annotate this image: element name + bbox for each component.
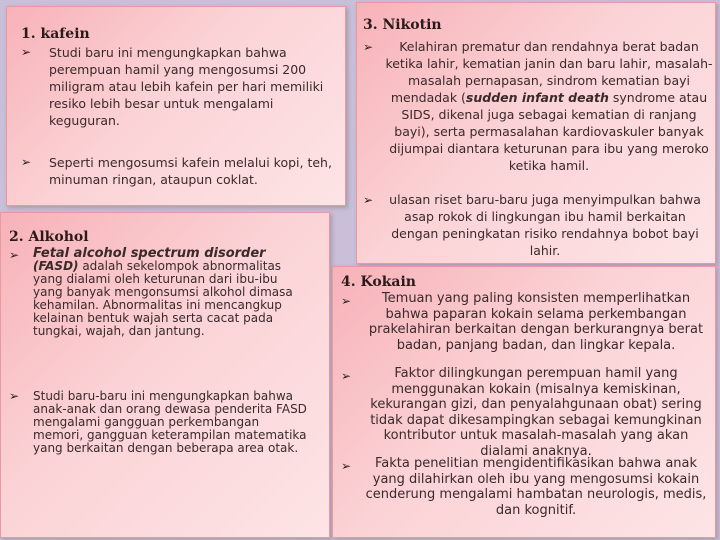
kafein-title: 1. kafein — [21, 26, 90, 42]
kokain-bullet-3: Fakta penelitian mengidentifikasikan bahwa anak yang dilahirkan oleh ibu yang mengosumsi kokain cenderung mengalami hambatan neurologis, medis, dan kognitif. — [365, 456, 707, 518]
kafein-box — [6, 6, 346, 206]
bullet-arrow-icon: ➢ — [9, 389, 20, 403]
bullet-arrow-icon: ➢ — [363, 193, 374, 207]
nikotin-bullet-2: ulasan riset baru-baru juga menyimpulkan bahwa asap rokok di lingkungan ibu hamil berkaitan dengan peningkatan risiko rendahnya bobot bayi lahir. — [389, 192, 701, 258]
bullet-arrow-icon: ➢ — [363, 40, 374, 54]
fasd-abbrev: (FASD) — [33, 259, 79, 273]
fasd-heading: Fetal alcohol spectrum disorder — [33, 246, 266, 261]
kafein-bullet-2: Seperti mengosumsi kafein melalui kopi, teh, minuman ringan, ataupun coklat. — [49, 155, 332, 187]
bullet-arrow-icon: ➢ — [341, 294, 352, 308]
sudden-infant-death: sudden infant death — [465, 90, 609, 105]
bullet-arrow-icon: ➢ — [341, 369, 352, 383]
kokain-box — [332, 266, 716, 538]
nikotin-bullet-1-part2: syndrome atau SIDS, dikenal juga sebagai kematian di ranjang bayi), serta permasalahan kardiovaskuler banyak dijumpai diantara keturunan para ibu yang meroko ketika hamil. — [389, 90, 709, 173]
nikotin-title: 3. Nikotin — [363, 17, 442, 33]
alkohol-title: 2. Alkohol — [9, 229, 89, 245]
nikotin-bullet-1 — [385, 38, 713, 174]
alkohol-bullet-1 — [33, 247, 301, 338]
bullet-arrow-icon: ➢ — [341, 459, 352, 473]
kokain-bullet-1: Temuan yang paling konsisten memperlihatkan bahwa paparan kokain selama perkembangan prakelahiran berkaitan dengan berkurangnya berat badan, panjang badan, dan lingkar kepala. — [368, 291, 704, 353]
alkohol-box — [0, 212, 330, 538]
bullet-arrow-icon: ➢ — [21, 45, 32, 59]
bullet-arrow-icon: ➢ — [21, 155, 32, 169]
fasd-description: adalah sekelompok abnormalitas yang dialami oleh keturunan dari ibu-ibu yang banyak mengonsumsi alkohol dimasa kehamilan. Abnormalitas ini mencangkup kelainan bentuk wajah serta cacat pada tungkai, wajah, dan jantung. — [33, 259, 293, 338]
bullet-arrow-icon: ➢ — [9, 248, 20, 262]
kokain-title: 4. Kokain — [341, 274, 416, 290]
nikotin-box — [356, 2, 716, 264]
alkohol-bullet-2: Studi baru-baru ini mengungkapkan bahwa anak-anak dan orang dewasa penderita FASD mengalami gangguan perkembangan memori, gangguan keterampilan matematika yang berkaitan dengan beberapa area otak. — [33, 389, 307, 455]
nikotin-bullet-1-part1: Kelahiran prematur dan rendahnya berat badan ketika lahir, kematian janin dan baru lahir, masalah-masalah pernapasan, sindrom kematian bayi mendadak ( — [385, 39, 713, 105]
kokain-bullet-2: Faktor dilingkungan perempuan hamil yang menggunakan kokain (misalnya kemiskinan, kekurangan gizi, dan penyalahgunaan obat) sering tidak dapat dikesampingkan sebagai kemungkinan kontributor untuk masalah-masalah yang akan dialami anaknya. — [370, 366, 702, 459]
kafein-bullet-1: Studi baru ini mengungkapkan bahwa perempuan hamil yang mengosumsi 200 miligram atau lebih kafein per hari memiliki resiko lebih besar untuk mengalami keguguran. — [49, 45, 324, 128]
